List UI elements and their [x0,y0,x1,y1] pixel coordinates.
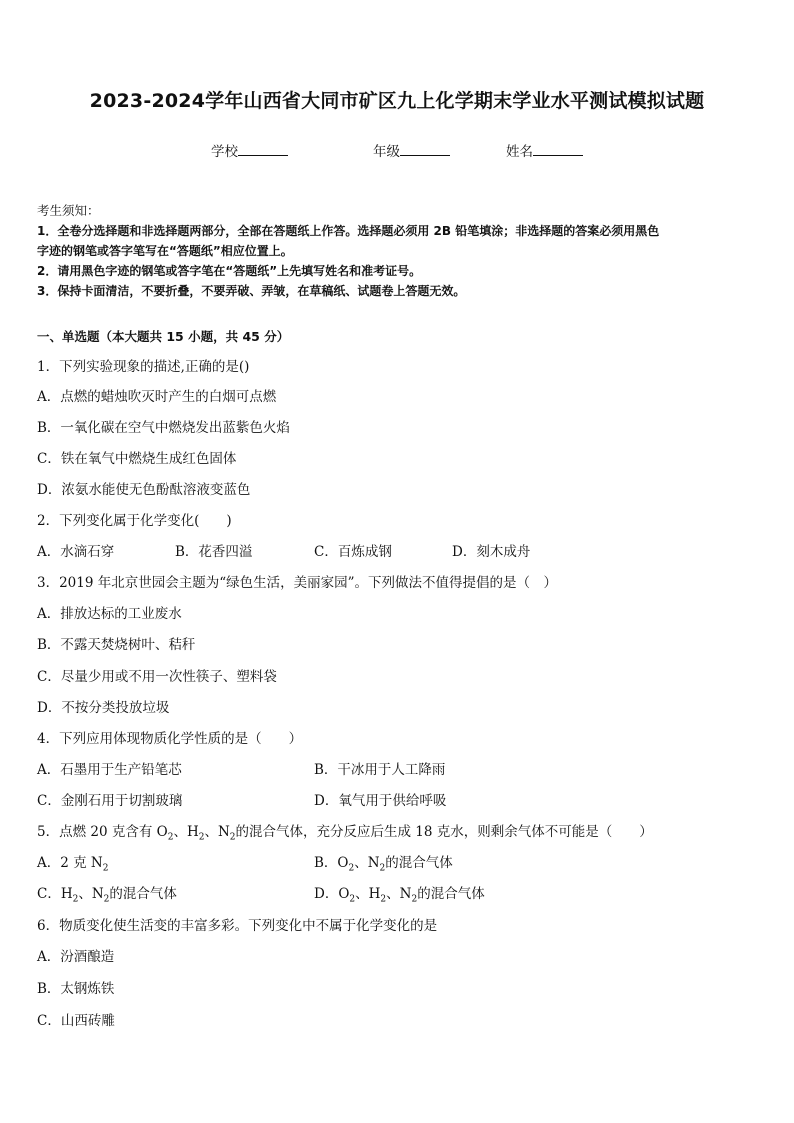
name-field [506,140,583,160]
question-6-stem: 6．物质变化使生活变的丰富多彩。下列变化中不属于化学变化的是 [37,918,438,934]
question-3-option-c: C．尽量少用或不用一次性筷子、塑料袋 [37,669,277,685]
question-5-option-a: A．2 克 $N_2$ [37,855,109,874]
notice-item-1: 1．全卷分选择题和非选择题两部分，全部在答题纸上作答。选择题必须用 2B 铅笔填涂；非选择题的答案必须用黑色 [37,224,660,238]
question-5-stem: 5．点燃 20 克含有 $O_2$、$H_2$、$N_2$的混合气体，充分反应后生成 18 克水，则剩余气体不可能是（ ） [37,824,653,843]
question-4-option-b: B．干冰用于人工降雨 [314,762,446,778]
question-1-stem: 1．下列实验现象的描述,正确的是() [37,359,250,375]
question-6-option-a: A．汾酒酿造 [37,949,115,965]
question-3-option-a: A．排放达标的工业废水 [37,606,182,622]
question-4-option-a: A．石墨用于生产铅笔芯 [37,762,182,778]
question-2-option-d: D．刻木成舟 [452,544,531,560]
question-1-option-c: C．铁在氧气中燃烧生成红色固体 [37,451,237,467]
question-5-option-d: D．$O_2$、$H_2$、$N_2$的混合气体 [314,886,485,905]
notice-header: 考生须知： [37,203,100,218]
question-4-option-d: D．氧气用于供给呼吸 [314,793,447,809]
name-label: 姓名 [506,144,533,160]
question-3-stem: 3．2019 年北京世园会主题为“绿色生活，美丽家园”。下列做法不值得提倡的是（ ） [37,575,558,591]
question-4-option-c: C．金刚石用于切割玻璃 [37,793,183,809]
question-2-option-a: A．水滴石穿 [37,544,115,560]
school-field [211,140,288,160]
question-5-option-b: B．$O_2$、$N_2$的混合气体 [314,855,453,874]
question-1-option-d: D．浓氨水能使无色酚酞溶液变蓝色 [37,482,251,498]
question-1-option-a: A．点燃的蜡烛吹灭时产生的白烟可点燃 [37,389,277,405]
question-4-stem: 4．下列应用体现物质化学性质的是（ ） [37,731,303,747]
notice-block [37,201,759,301]
name-blank [533,143,583,156]
notice-item-1-cont: 字迹的钢笔或答字笔写在“答题纸”相应位置上。 [37,244,293,258]
question-6-option-c: C．山西砖雕 [37,1013,115,1029]
question-3-option-d: D．不按分类投放垃圾 [37,700,170,716]
grade-label: 年级 [373,144,400,160]
school-label: 学校 [211,144,238,160]
grade-field [373,140,450,160]
question-6-option-b: B．太钢炼铁 [37,981,115,997]
question-3-option-b: B．不露天焚烧树叶、秸秆 [37,637,196,653]
grade-blank [400,143,450,156]
question-2-option-c: C．百炼成钢 [314,544,392,560]
section-heading: 一、单选题（本大题共 15 小题，共 45 分） [37,329,290,344]
question-2-option-b: B．花香四溢 [175,544,253,560]
school-blank [238,143,288,156]
notice-item-3: 3．保持卡面清洁，不要折叠，不要弄破、弄皱，在草稿纸、试题卷上答题无效。 [37,284,466,298]
question-5-option-c: C．$H_2$、$N_2$的混合气体 [37,886,177,905]
notice-item-2: 2．请用黑色字迹的钢笔或答字笔在“答题纸”上先填写姓名和准考证号。 [37,264,422,278]
question-1-option-b: B．一氧化碳在空气中燃烧发出蓝紫色火焰 [37,420,290,436]
page-title: 2023-2024学年山西省大同市矿区九上化学期末学业水平测试模拟试题 [89,90,705,112]
question-2-stem: 2．下列变化属于化学变化( ) [37,513,232,529]
